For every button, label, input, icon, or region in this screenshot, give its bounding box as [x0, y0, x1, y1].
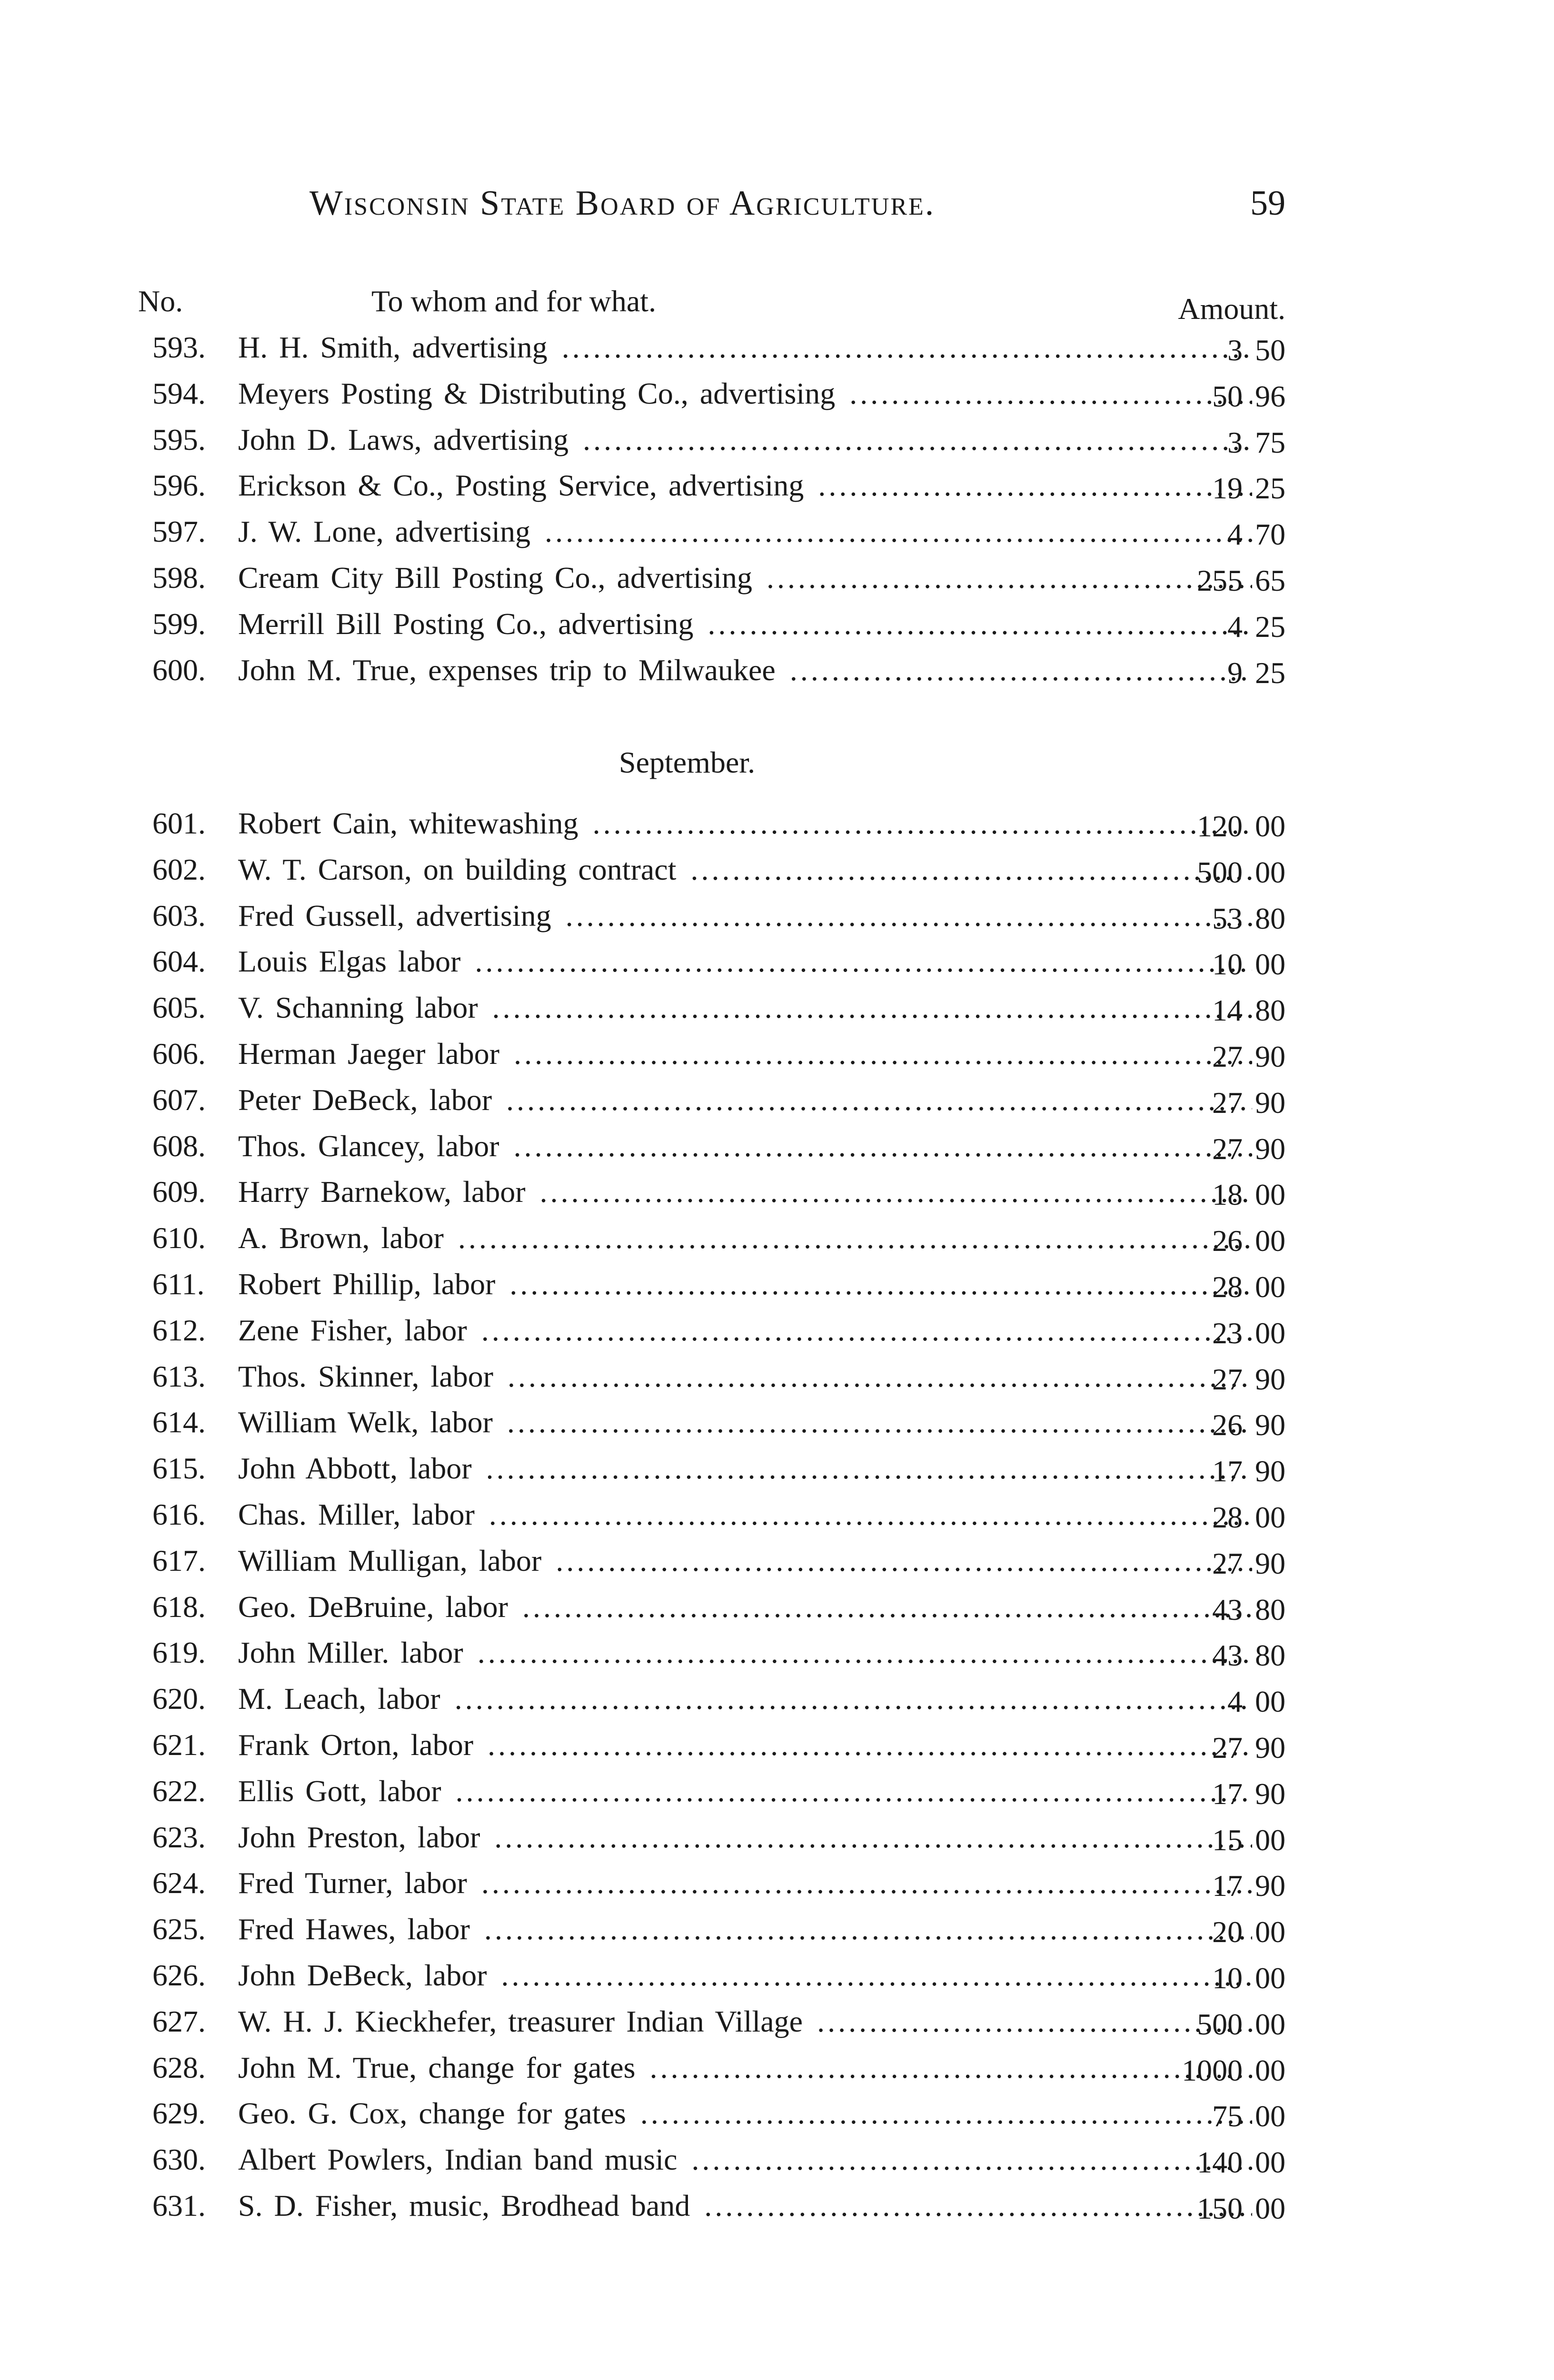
table-row: [138, 985, 1285, 1031]
entry-amount-cents: 00: [1255, 1961, 1285, 1995]
entry-amount-cents: 80: [1255, 1593, 1285, 1626]
entry-amount-dollars: 120: [1197, 809, 1243, 843]
entry-description-cell: [238, 555, 1252, 601]
entry-amount-dollars: 43: [1212, 1593, 1243, 1626]
entry-description: J. W. Lone, advertising .....: [238, 509, 1252, 555]
entry-description-cell: [238, 1399, 1252, 1445]
entry-amount-cents: 90: [1255, 1869, 1285, 1903]
entry-number: 600.: [152, 653, 206, 687]
column-header-amount: Amount.: [1178, 292, 1285, 326]
entry-description: A. Brown, labor .....: [238, 1215, 1252, 1261]
entry-number: 618.: [152, 1590, 206, 1624]
entry-description-cell: [238, 1446, 1252, 1491]
entry-amount-dollars: 17: [1212, 1869, 1243, 1903]
entry-description: Merrill Bill Posting Co., advertising .....: [238, 601, 1252, 647]
table-row: [138, 893, 1285, 939]
entry-description: Meyers Posting & Distributing Co., advertising .....: [238, 371, 1252, 416]
entry-description-cell: [238, 985, 1252, 1031]
entry-number: 613.: [152, 1359, 206, 1393]
entry-description: John Preston, labor .....: [238, 1815, 1252, 1860]
entry-description-cell: [238, 325, 1252, 370]
table-row: [138, 1815, 1285, 1860]
entry-description-cell: [238, 1953, 1252, 1998]
entry-description: John Miller. labor .....: [238, 1630, 1252, 1676]
entry-description-cell: [238, 1584, 1252, 1630]
entry-number: 596.: [152, 468, 206, 502]
entry-description-cell: [238, 371, 1252, 416]
entry-number: 597.: [152, 515, 206, 548]
entry-description: Thos. Skinner, labor .....: [238, 1354, 1252, 1399]
entry-amount-dollars: 4: [1227, 610, 1243, 644]
month-heading: September.: [619, 745, 756, 779]
table-row: [138, 2091, 1285, 2136]
entry-amount-dollars: 28: [1212, 1500, 1243, 1534]
entry-description: Fred Gussell, advertising .....: [238, 893, 1252, 939]
entry-amount-cents: 00: [1255, 809, 1285, 843]
entry-number: 602.: [152, 853, 206, 886]
entry-amount-dollars: 15: [1212, 1823, 1243, 1857]
entry-amount-dollars: 50: [1212, 379, 1243, 413]
entry-amount-dollars: 4: [1227, 1685, 1243, 1718]
entry-amount-cents: 00: [1255, 2099, 1285, 2133]
table-row: [138, 1860, 1285, 1906]
entry-amount-cents: 00: [1255, 1823, 1285, 1857]
entry-amount-cents: 90: [1255, 1547, 1285, 1580]
entry-description-cell: [238, 1261, 1252, 1307]
entry-amount-dollars: 10: [1212, 1961, 1243, 1995]
table-row: [138, 417, 1285, 463]
entry-amount-cents: 00: [1255, 2192, 1285, 2225]
entry-amount-dollars: 27: [1212, 1731, 1243, 1765]
entry-number: 603.: [152, 899, 206, 932]
entry-number: 614.: [152, 1405, 206, 1439]
entry-amount-cents: 00: [1255, 2007, 1285, 2041]
entry-number: 594.: [152, 377, 206, 410]
table-row: [138, 1906, 1285, 1952]
entry-amount-dollars: 150: [1197, 2192, 1243, 2225]
entry-amount-dollars: 28: [1212, 1270, 1243, 1304]
table-row: [138, 1354, 1285, 1399]
entry-amount-cents: 00: [1255, 947, 1285, 981]
entry-amount-dollars: 140: [1197, 2145, 1243, 2179]
table-row: [138, 463, 1285, 508]
entry-amount-cents: 80: [1255, 993, 1285, 1027]
entry-description: Cream City Bill Posting Co., advertising .....: [238, 555, 1252, 601]
table-row: [138, 647, 1285, 693]
page-number: 59: [1250, 184, 1285, 223]
entry-description: W. T. Carson, on building contract .....: [238, 847, 1252, 892]
entry-description: S. D. Fisher, music, Brodhead band .....: [238, 2183, 1252, 2229]
entry-number: 610.: [152, 1221, 206, 1255]
table-row: [138, 509, 1285, 555]
entry-amount-cents: 90: [1255, 1777, 1285, 1811]
entry-amount-cents: 00: [1255, 855, 1285, 889]
entry-description-cell: [238, 1768, 1252, 1814]
entry-description: John D. Laws, advertising .....: [238, 417, 1252, 463]
entry-amount-dollars: 27: [1212, 1132, 1243, 1166]
entry-number: 623.: [152, 1820, 206, 1854]
entry-amount-cents: 50: [1255, 333, 1285, 367]
entry-amount-cents: 00: [1255, 1685, 1285, 1718]
entry-description-cell: [238, 801, 1252, 846]
entry-number: 605.: [152, 991, 206, 1024]
entry-description-cell: [238, 601, 1252, 647]
entry-description-cell: [238, 1860, 1252, 1906]
entry-description-cell: [238, 1169, 1252, 1215]
entry-amount-dollars: 500: [1197, 855, 1243, 889]
table-row: [138, 601, 1285, 647]
entry-number: 619.: [152, 1636, 206, 1669]
entry-description-cell: [238, 1308, 1252, 1353]
entry-description: William Welk, labor .....: [238, 1399, 1252, 1445]
entry-description: Fred Turner, labor .....: [238, 1860, 1252, 1906]
entry-amount-cents: 00: [1255, 1915, 1285, 1949]
entry-amount-cents: 25: [1255, 610, 1285, 644]
entry-description: Thos. Glancey, labor .....: [238, 1123, 1252, 1169]
entry-description: Erickson & Co., Posting Service, advertising .....: [238, 463, 1252, 508]
entry-amount-cents: 96: [1255, 379, 1285, 413]
entry-description-cell: [238, 2183, 1252, 2229]
entry-description-cell: [238, 1492, 1252, 1537]
table-row: [138, 1584, 1285, 1630]
entry-amount-dollars: 1000: [1182, 2053, 1243, 2087]
column-headers: [138, 284, 1285, 326]
table-row: [138, 1215, 1285, 1261]
entry-amount-dollars: 18: [1212, 1178, 1243, 1211]
entry-description: Zene Fisher, labor .....: [238, 1308, 1252, 1353]
table-row: [138, 2137, 1285, 2182]
entry-amount-cents: 80: [1255, 1638, 1285, 1672]
table-row: [138, 1031, 1285, 1077]
entry-description-cell: [238, 1906, 1252, 1952]
table-row: [138, 1077, 1285, 1123]
entry-description: John DeBeck, labor .....: [238, 1953, 1252, 1998]
entry-amount-dollars: 75: [1212, 2099, 1243, 2133]
table-row: [138, 2183, 1285, 2229]
table-row: [138, 1676, 1285, 1722]
entry-amount-dollars: 27: [1212, 1086, 1243, 1120]
entry-amount-cents: 00: [1255, 1178, 1285, 1211]
table-row: [138, 1308, 1285, 1353]
entry-description-cell: [238, 509, 1252, 555]
table-row: [138, 371, 1285, 416]
entry-amount-dollars: 20: [1212, 1915, 1243, 1949]
entry-description: V. Schanning labor .....: [238, 985, 1252, 1031]
entry-amount-dollars: 43: [1212, 1638, 1243, 1672]
entry-description-cell: [238, 1354, 1252, 1399]
entry-number: 606.: [152, 1037, 206, 1071]
entry-amount-cents: 65: [1255, 564, 1285, 597]
entry-description-cell: [238, 417, 1252, 463]
entry-amount-dollars: 23: [1212, 1316, 1243, 1350]
entry-amount-dollars: 3: [1227, 426, 1243, 459]
table-row: [138, 325, 1285, 370]
table-row: [138, 1123, 1285, 1169]
entry-amount-cents: 25: [1255, 471, 1285, 505]
entry-amount-dollars: 26: [1212, 1408, 1243, 1442]
entry-number: 611.: [152, 1267, 205, 1301]
entry-number: 599.: [152, 607, 206, 641]
entry-amount-cents: 90: [1255, 1731, 1285, 1765]
entry-number: 629.: [152, 2096, 206, 2130]
entry-description-cell: [238, 1815, 1252, 1860]
entry-amount-cents: 90: [1255, 1408, 1285, 1442]
table-row: [138, 2045, 1285, 2091]
entry-number: 621.: [152, 1728, 206, 1762]
entry-description-cell: [238, 647, 1252, 693]
entry-number: 626.: [152, 1958, 206, 1992]
entry-description: Geo. G. Cox, change for gates .....: [238, 2091, 1252, 2136]
entry-description-cell: [238, 1538, 1252, 1584]
entry-amount-cents: 80: [1255, 902, 1285, 935]
entry-number: 609.: [152, 1175, 206, 1209]
entry-amount-cents: 90: [1255, 1086, 1285, 1120]
entry-amount-dollars: 9: [1227, 656, 1243, 690]
entry-number: 598.: [152, 561, 206, 595]
entry-description-cell: [238, 1031, 1252, 1077]
entry-description: Robert Cain, whitewashing .....: [238, 801, 1252, 846]
table-row: [138, 1722, 1285, 1768]
entry-amount-dollars: 14: [1212, 993, 1243, 1027]
entry-description: Robert Phillip, labor .....: [238, 1261, 1252, 1307]
entry-number: 601.: [152, 806, 206, 840]
entry-number: 607.: [152, 1083, 206, 1117]
entry-amount-cents: 70: [1255, 517, 1285, 551]
entry-number: 625.: [152, 1912, 206, 1946]
entry-amount-cents: 00: [1255, 2053, 1285, 2087]
entry-description: Ellis Gott, labor .....: [238, 1768, 1252, 1814]
table-row: [138, 1538, 1285, 1584]
entry-amount-cents: 25: [1255, 656, 1285, 690]
entry-description-cell: [238, 463, 1252, 508]
entry-number: 627.: [152, 2004, 206, 2038]
entry-amount-dollars: 10: [1212, 947, 1243, 981]
table-row: [138, 847, 1285, 892]
entry-number: 595.: [152, 423, 206, 456]
table-row: [138, 1953, 1285, 1998]
entry-amount-cents: 00: [1255, 2145, 1285, 2179]
entry-description: Chas. Miller, labor .....: [238, 1492, 1252, 1537]
entry-amount-dollars: 27: [1212, 1362, 1243, 1396]
entry-description-cell: [238, 939, 1252, 984]
entry-amount-cents: 90: [1255, 1040, 1285, 1073]
entry-description: John M. True, expenses trip to Milwaukee .....: [238, 647, 1252, 693]
entry-amount-dollars: 27: [1212, 1547, 1243, 1580]
entry-amount-dollars: 27: [1212, 1040, 1243, 1073]
entry-amount-cents: 00: [1255, 1270, 1285, 1304]
entry-amount-cents: 90: [1255, 1132, 1285, 1166]
table-row: [138, 939, 1285, 984]
entry-description: Herman Jaeger labor .....: [238, 1031, 1252, 1077]
entry-description-cell: [238, 2091, 1252, 2136]
entry-description-cell: [238, 1676, 1252, 1722]
entry-amount-dollars: 17: [1212, 1454, 1243, 1488]
table-row: [138, 1492, 1285, 1537]
entry-number: 622.: [152, 1774, 206, 1808]
entry-description: Geo. DeBruine, labor .....: [238, 1584, 1252, 1630]
entry-number: 624.: [152, 1866, 206, 1900]
entry-amount-cents: 00: [1255, 1224, 1285, 1258]
entry-amount-cents: 00: [1255, 1500, 1285, 1534]
entry-description-cell: [238, 1077, 1252, 1123]
entry-description: John M. True, change for gates .....: [238, 2045, 1252, 2091]
entry-number: 608.: [152, 1129, 206, 1163]
entry-description-cell: [238, 1999, 1252, 2044]
entry-description: M. Leach, labor .....: [238, 1676, 1252, 1722]
entry-number: 630.: [152, 2142, 206, 2176]
table-row: [138, 801, 1285, 846]
entry-description: Peter DeBeck, labor .....: [238, 1077, 1252, 1123]
table-row: [138, 1399, 1285, 1445]
entry-description: Albert Powlers, Indian band music .....: [238, 2137, 1252, 2182]
entry-description: Louis Elgas labor .....: [238, 939, 1252, 984]
entry-description-cell: [238, 1215, 1252, 1261]
entry-number: 631.: [152, 2189, 206, 2222]
entry-amount-dollars: 17: [1212, 1777, 1243, 1811]
entry-amount-dollars: 255: [1197, 564, 1243, 597]
entry-description: Fred Hawes, labor .....: [238, 1906, 1252, 1952]
entry-number: 604.: [152, 944, 206, 978]
entry-description: Harry Barnekow, labor .....: [238, 1169, 1252, 1215]
entry-number: 617.: [152, 1544, 206, 1577]
entry-description-cell: [238, 893, 1252, 939]
entry-amount-dollars: 26: [1212, 1224, 1243, 1258]
entry-description-cell: [238, 1123, 1252, 1169]
table-row: [138, 1999, 1285, 2044]
running-title: Wisconsin State Board of Agriculture.: [309, 184, 936, 223]
entry-number: 612.: [152, 1313, 206, 1347]
entry-number: 620.: [152, 1682, 206, 1716]
running-header: [309, 183, 1285, 226]
entry-amount-cents: 75: [1255, 426, 1285, 459]
entry-description-cell: [238, 1722, 1252, 1768]
table-row: [138, 1768, 1285, 1814]
entry-description: H. H. Smith, advertising .....: [238, 325, 1252, 370]
entry-description: John Abbott, labor .....: [238, 1446, 1252, 1491]
entry-number: 628.: [152, 2051, 206, 2084]
entry-description-cell: [238, 2137, 1252, 2182]
entry-amount-dollars: 3: [1227, 333, 1243, 367]
table-row: [138, 1446, 1285, 1491]
entry-amount-dollars: 500: [1197, 2007, 1243, 2041]
table-row: [138, 555, 1285, 601]
entry-description-cell: [238, 1630, 1252, 1676]
entry-amount-cents: 90: [1255, 1454, 1285, 1488]
entry-description-cell: [238, 2045, 1252, 2091]
entry-number: 593.: [152, 330, 206, 364]
entry-description-cell: [238, 847, 1252, 892]
entry-description: Frank Orton, labor .....: [238, 1722, 1252, 1768]
column-header-description: To whom and for what.: [371, 284, 657, 318]
entry-description: W. H. J. Kieckhefer, treasurer Indian Village .....: [238, 1999, 1252, 2044]
entry-number: 616.: [152, 1497, 206, 1531]
entry-amount-dollars: 4: [1227, 517, 1243, 551]
table-row: [138, 1169, 1285, 1215]
entry-amount-dollars: 53: [1212, 902, 1243, 935]
column-header-no: No.: [138, 284, 183, 318]
table-row: [138, 1630, 1285, 1676]
entry-amount-cents: 90: [1255, 1362, 1285, 1396]
entry-description: William Mulligan, labor .....: [238, 1538, 1252, 1584]
entry-amount-cents: 00: [1255, 1316, 1285, 1350]
entry-number: 615.: [152, 1451, 206, 1485]
entry-amount-dollars: 19: [1212, 471, 1243, 505]
table-row: [138, 1261, 1285, 1307]
